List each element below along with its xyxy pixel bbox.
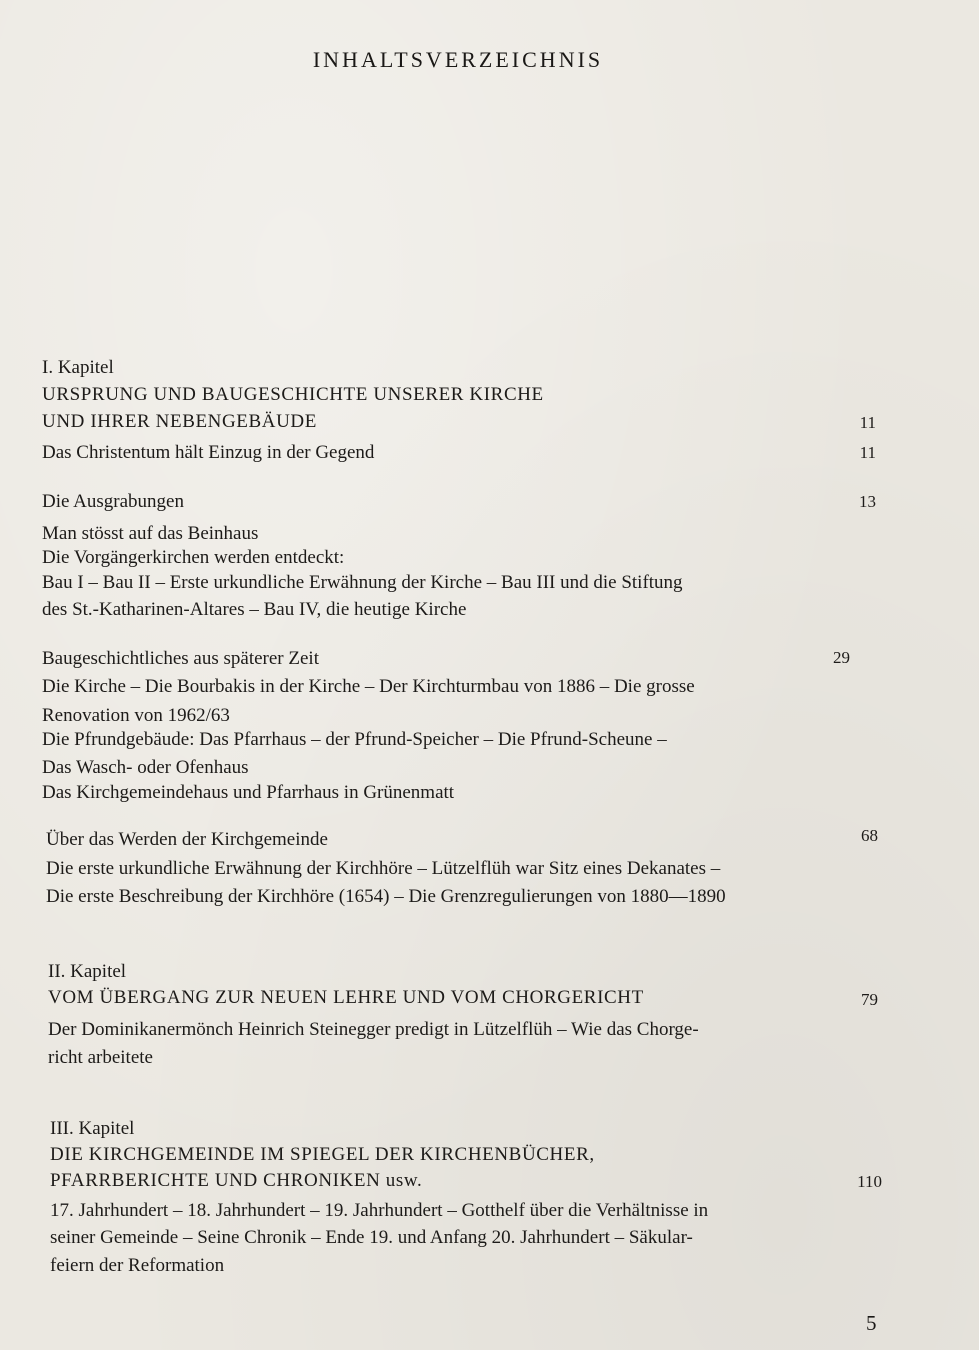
section-ausgrabungen-page: 13	[859, 492, 876, 511]
section-kirchgemeinde-line-1: Die erste urkundliche Erwähnung der Kirchhöre – Lützelflüh war Sitz eines Dekanates –	[46, 858, 721, 879]
section-baugeschichtliches-page: 29	[833, 648, 850, 667]
section-ausgrabungen-line-2: Die Vorgängerkirchen werden entdeckt:	[42, 547, 345, 568]
section-ausgrabungen-line-1: Man stösst auf das Beinhaus	[42, 523, 259, 544]
section-christentum-page: 11	[859, 443, 876, 462]
section-kirchgemeinde-page: 68	[861, 826, 878, 845]
chapter-1-heading-line-1: URSPRUNG UND BAUGESCHICHTE UNSERER KIRCHE	[42, 384, 544, 405]
section-baugeschichtliches-line-1: Die Kirche – Die Bourbakis in der Kirche – Der Kirchturmbau von 1886 – Die grosse	[42, 676, 695, 697]
chapter-3-line-3: feiern der Reformation	[50, 1255, 225, 1276]
section-baugeschichtliches-line-5: Das Kirchgemeindehaus und Pfarrhaus in Grünenmatt	[42, 782, 455, 803]
chapter-1-page-number: 11	[859, 413, 876, 432]
section-kirchgemeinde-title: Über das Werden der Kirchgemeinde	[46, 829, 328, 850]
page-folio-number: 5	[866, 1311, 877, 1335]
chapter-3-heading-line-2: PFARRBERICHTE UND CHRONIKEN usw.	[50, 1170, 423, 1191]
chapter-2-label: II. Kapitel	[48, 961, 127, 982]
chapter-3-page-number: 110	[857, 1172, 882, 1191]
page-title: INHALTSVERZEICHNIS	[312, 47, 604, 72]
section-baugeschichtliches-line-3: Die Pfrundgebäude: Das Pfarrhaus – der Pfrund-Speicher – Die Pfrund-Scheune –	[42, 729, 667, 750]
section-baugeschichtliches-line-2: Renovation von 1962/63	[42, 705, 230, 726]
section-ausgrabungen-title: Die Ausgrabungen	[42, 491, 184, 512]
chapter-2-line-1: Der Dominikanermönch Heinrich Steinegger predigt in Lützelflüh – Wie das Chorge-	[48, 1019, 699, 1040]
section-kirchgemeinde-line-2: Die erste Beschreibung der Kirchhöre (1654) – Die Grenzregulierungen von 1880—1890	[46, 886, 726, 907]
section-christentum-title: Das Christentum hält Einzug in der Gegend	[42, 442, 375, 463]
section-ausgrabungen-line-4: des St.-Katharinen-Altares – Bau IV, die heutige Kirche	[42, 599, 467, 620]
chapter-2-line-2: richt arbeitete	[48, 1047, 153, 1068]
section-baugeschichtliches-line-4: Das Wasch- oder Ofenhaus	[42, 757, 249, 778]
chapter-3-line-1: 17. Jahrhundert – 18. Jahrhundert – 19. Jahrhundert – Gotthelf über die Verhältnisse in	[50, 1200, 709, 1221]
chapter-2-page-number: 79	[861, 990, 878, 1009]
chapter-3-heading-line-1: DIE KIRCHGEMEINDE IM SPIEGEL DER KIRCHENBÜCHER,	[50, 1144, 595, 1165]
section-ausgrabungen-line-3: Bau I – Bau II – Erste urkundliche Erwähnung der Kirche – Bau III und die Stiftung	[42, 572, 683, 593]
chapter-3-line-2: seiner Gemeinde – Seine Chronik – Ende 19. und Anfang 20. Jahrhundert – Säkular-	[50, 1227, 693, 1248]
section-baugeschichtliches-title: Baugeschichtliches aus späterer Zeit	[42, 648, 319, 669]
chapter-1-label: I. Kapitel	[42, 357, 114, 378]
chapter-1-heading-line-2: UND IHRER NEBENGEBÄUDE	[42, 411, 317, 432]
chapter-2-heading: VOM ÜBERGANG ZUR NEUEN LEHRE UND VOM CHORGERICHT	[48, 987, 644, 1008]
chapter-3-label: III. Kapitel	[50, 1118, 135, 1139]
